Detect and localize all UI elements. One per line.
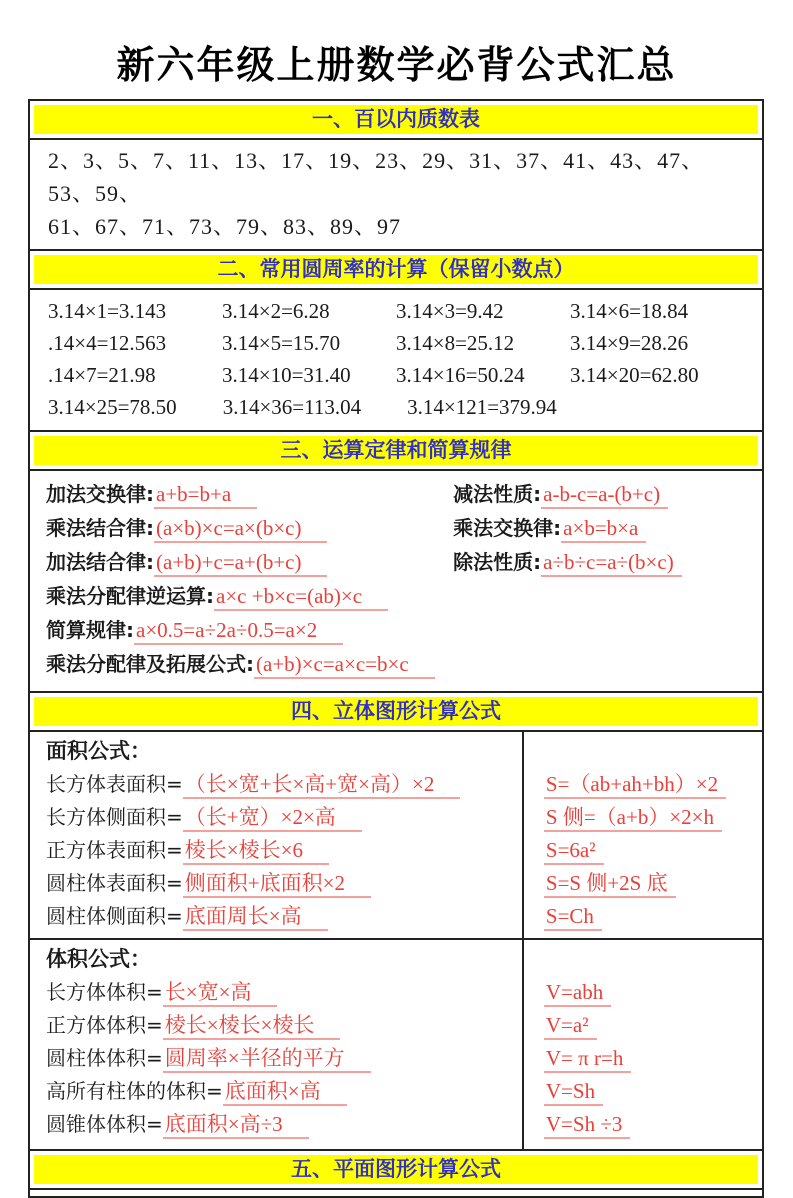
formula-label: 长方体侧面积=: [46, 805, 183, 829]
pi-cell: 3.14×16=50.24: [396, 363, 525, 387]
sheet-bottom-spacer: [30, 1190, 762, 1196]
formula-row: [30, 1042, 762, 1075]
law-item: [46, 511, 453, 545]
pi-row: [48, 359, 744, 391]
law-item: [46, 545, 453, 579]
pi-cell: 3.14×5=15.70: [222, 331, 341, 355]
pi-cell: 3.14×1=3.143: [48, 299, 167, 323]
volume-block-title: 体积公式：: [46, 947, 151, 971]
law-label: 乘法分配律逆运算:: [46, 584, 214, 608]
symbol-formula: [522, 1075, 762, 1108]
formula-text: 侧面积+底面积×2: [183, 871, 371, 898]
pi-cell: 3.14×10=31.40: [222, 363, 351, 387]
formula-text: V=Sh ÷3: [544, 1112, 630, 1139]
pi-cell: .14×4=12.563: [48, 331, 167, 355]
formula-text: S 侧=（a+b）×2×h: [544, 805, 722, 832]
formula-row: [30, 801, 762, 834]
section-5-header-row: [30, 1149, 762, 1190]
formula-row: [30, 976, 762, 1009]
formula-label: 长方体体积=: [46, 980, 163, 1004]
law-item: [46, 613, 343, 647]
symbol-formula: [522, 867, 762, 900]
formula-label: 圆锥体体积=: [46, 1112, 163, 1136]
law-label: 除法性质:: [453, 550, 542, 574]
law-label: 加法交换律:: [46, 482, 154, 506]
law-formula: (a+b)×c=a×c=b×c: [254, 652, 435, 679]
primes-list: [30, 140, 762, 249]
law-row: [46, 579, 748, 613]
pi-row: [48, 327, 744, 359]
law-label: 加法结合律:: [46, 550, 154, 574]
formula-row: [30, 1108, 762, 1141]
symbol-formula: [522, 768, 762, 801]
law-formula: a÷b÷c=a÷(b×c): [541, 550, 682, 577]
formula-sheet: [28, 99, 764, 1198]
pi-cell: .14×7=21.98: [48, 363, 156, 387]
formula-text: 圆周率×半径的平方: [163, 1046, 371, 1073]
law-label: 乘法交换律:: [453, 516, 562, 540]
formula-label: 圆柱体表面积=: [46, 871, 183, 895]
pi-cell: 3.14×3=9.42: [396, 299, 504, 323]
operation-laws: [30, 471, 762, 691]
formula-text: S=Ch: [544, 904, 602, 931]
pi-cell: 3.14×121=379.94: [407, 395, 557, 419]
formula-item: [30, 1009, 522, 1042]
formula-text: 底面积×高: [223, 1079, 347, 1106]
section-4-header: 四、立体图形计算公式: [34, 697, 758, 726]
section-3-header: 三、运算定律和简算规律: [34, 436, 758, 465]
formula-text: 棱长×棱长×6: [183, 838, 329, 865]
primes-line-2: 61、67、71、73、79、83、89、97: [48, 214, 402, 239]
law-row: [46, 477, 748, 511]
formula-text: 棱长×棱长×棱长: [163, 1013, 341, 1040]
pi-cell: 3.14×9=28.26: [570, 331, 689, 355]
section-1-header: 一、百以内质数表: [34, 105, 758, 134]
formula-label: 圆柱体侧面积=: [46, 904, 183, 928]
formula-item: [30, 1042, 522, 1075]
symbol-formula: [522, 900, 762, 933]
law-formula: a×c +b×c=(ab)×c: [214, 584, 388, 611]
formula-text: 长×宽×高: [163, 980, 278, 1007]
formula-text: S=6a²: [544, 838, 604, 865]
pi-cell: 3.14×25=78.50: [48, 395, 177, 419]
law-item: [46, 579, 388, 613]
formula-row: [30, 768, 762, 801]
page-title: 新六年级上册数学必背公式汇总: [116, 43, 677, 87]
formula-label: 正方体表面积=: [46, 838, 183, 862]
law-row: [46, 545, 748, 579]
law-item: [46, 477, 453, 511]
formula-item: [30, 900, 522, 933]
law-row: [46, 511, 748, 545]
law-formula: a-b-c=a-(b+c): [541, 482, 668, 509]
pi-row: [48, 391, 744, 423]
law-formula: a×0.5=a÷2a÷0.5=a×2: [134, 618, 343, 645]
law-label: 乘法结合律:: [46, 516, 154, 540]
pi-cell: 3.14×8=25.12: [396, 331, 515, 355]
formula-text: 底面积×高÷3: [163, 1112, 309, 1139]
symbol-formula: [522, 1042, 762, 1075]
pi-cell: 3.14×36=113.04: [222, 395, 362, 419]
formula-label: 长方体表面积=: [46, 772, 183, 796]
section-2-header: 二、常用圆周率的计算（保留小数点）: [34, 255, 758, 284]
pi-row: [48, 295, 744, 327]
symbol-formula: [522, 801, 762, 834]
formula-row: [30, 1075, 762, 1108]
section-4-header-row: [30, 691, 762, 732]
law-label: 乘法分配律及拓展公式:: [46, 652, 254, 676]
section-1-header-row: [30, 101, 762, 140]
law-item: [453, 545, 748, 579]
formula-item: [30, 1108, 522, 1141]
section-2-header-row: [30, 249, 762, 290]
law-item: [453, 511, 748, 545]
formula-row: [30, 834, 762, 867]
pi-cell: 3.14×6=18.84: [570, 299, 689, 323]
law-row: [46, 647, 748, 681]
symbol-formula: [522, 1009, 762, 1042]
law-formula: a+b=b+a: [154, 482, 257, 509]
law-label: 减法性质:: [453, 482, 542, 506]
formula-text: V=abh: [544, 980, 611, 1007]
formula-label: 圆柱体体积=: [46, 1046, 163, 1070]
law-formula: a×b=b×a: [561, 516, 646, 543]
volume-formula-block: [30, 938, 762, 1149]
column-divider: [522, 732, 524, 1149]
law-row: [46, 613, 748, 647]
area-block-title: 面积公式：: [46, 739, 151, 763]
symbol-formula: [522, 1108, 762, 1141]
formula-text: （长+宽）×2×高: [183, 805, 362, 832]
formula-item: [30, 834, 522, 867]
formula-item: [30, 867, 522, 900]
symbol-formula: [522, 976, 762, 1009]
formula-item: [30, 1075, 522, 1108]
section-5-header: 五、平面图形计算公式: [34, 1155, 758, 1184]
symbol-formula: [522, 834, 762, 867]
formula-text: V= π r=h: [544, 1046, 631, 1073]
pi-cell: 3.14×20=62.80: [570, 363, 699, 387]
formula-row: [30, 1009, 762, 1042]
formula-item: [30, 801, 522, 834]
formula-item: [30, 768, 522, 801]
section-3-header-row: [30, 430, 762, 471]
law-formula: (a+b)+c=a+(b+c): [154, 550, 327, 577]
solid-figures: [30, 732, 762, 1149]
pi-table: [30, 290, 762, 430]
formula-label: 高所有柱体的体积=: [46, 1079, 223, 1103]
formula-item: [30, 976, 522, 1009]
formula-text: （长×宽+长×高+宽×高）×2: [183, 772, 461, 799]
formula-text: 底面周长×高: [183, 904, 328, 931]
law-label: 简算规律:: [46, 618, 134, 642]
formula-text: S=（ab+ah+bh）×2: [544, 772, 726, 799]
law-formula: (a×b)×c=a×(b×c): [154, 516, 327, 543]
primes-line-1: 2、3、5、7、11、13、17、19、23、29、31、37、41、43、47、53、59、: [48, 148, 705, 206]
formula-text: V=Sh: [544, 1079, 603, 1106]
pi-cell: 3.14×2=6.28: [222, 299, 330, 323]
formula-text: V=a²: [544, 1013, 597, 1040]
formula-label: 正方体体积=: [46, 1013, 163, 1037]
formula-row: [30, 867, 762, 900]
area-formula-block: [30, 732, 762, 938]
formula-text: S=S 侧+2S 底: [544, 871, 676, 898]
law-item: [46, 647, 435, 681]
formula-row: [30, 900, 762, 933]
law-item: [453, 477, 748, 511]
